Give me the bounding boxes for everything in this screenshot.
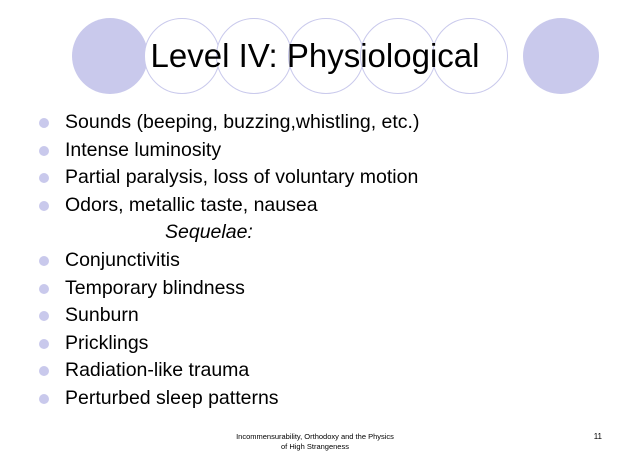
list-item-text: Partial paralysis, loss of voluntary motion <box>65 166 419 189</box>
list-item-text: Conjunctivitis <box>65 248 180 271</box>
list-item <box>39 357 619 385</box>
list-item-text: Sounds (beeping, buzzing,whistling, etc.) <box>65 111 420 133</box>
bullet-icon <box>39 146 49 156</box>
footer-line-1: Incommensurability, Orthodoxy and the Physics <box>236 432 394 441</box>
bullet-icon <box>39 394 49 404</box>
bullet-icon <box>39 173 49 183</box>
bullet-icon <box>39 311 49 321</box>
list-item <box>39 192 619 220</box>
list-item-text: Temporary blindness <box>65 276 245 299</box>
slide-title: Level IV: Physiological <box>150 37 480 74</box>
list-item-text: Odors, metallic taste, nausea <box>65 193 318 216</box>
bullet-icon <box>39 284 49 294</box>
list-item <box>39 247 619 275</box>
list-item <box>39 275 619 303</box>
list-item-text: Sunburn <box>65 304 139 327</box>
list-item-text: Intense luminosity <box>65 138 222 161</box>
bullet-icon <box>39 366 49 376</box>
list-item-text: Pricklings <box>65 331 149 354</box>
list-item-text: Perturbed sleep patterns <box>65 386 279 409</box>
list-item-text: Radiation-like trauma <box>65 359 250 382</box>
footer-line-2: of High Strangeness <box>281 442 349 451</box>
sequelae-heading: Sequelae: <box>165 221 253 244</box>
list-item <box>39 109 619 137</box>
bullet-icon <box>39 339 49 349</box>
list-item <box>39 330 619 358</box>
list-item <box>39 137 619 165</box>
list-item <box>39 385 619 413</box>
subheading-row <box>39 219 619 247</box>
bullet-list <box>39 109 619 413</box>
list-item <box>39 302 619 330</box>
page-number: 11 <box>593 432 602 441</box>
bullet-icon <box>39 118 49 128</box>
list-item <box>39 164 619 192</box>
bullet-icon <box>39 201 49 211</box>
slide-footer <box>200 432 430 452</box>
bullet-icon <box>39 256 49 266</box>
